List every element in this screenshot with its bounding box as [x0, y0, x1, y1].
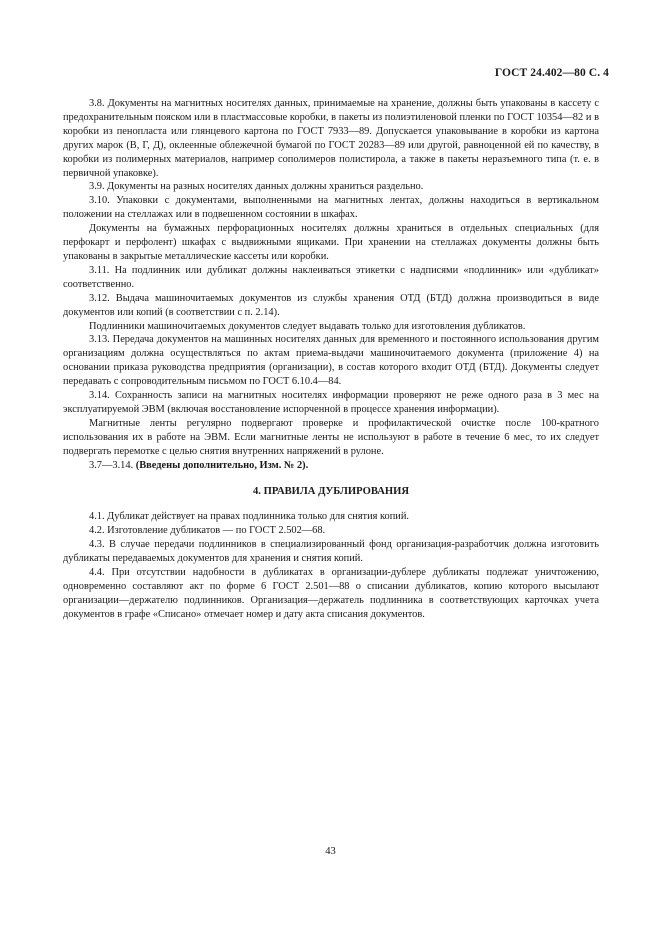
document-header: ГОСТ 24.402—80 С. 4 [494, 67, 609, 79]
document-body [63, 97, 599, 622]
paragraph-3-10: 3.10. Упаковки с документами, выполненными на магнитных лентах, должны находиться в вертикальном положении на стеллажах или в подвешенном состоянии в шкафах. [63, 195, 599, 221]
paragraph-4-3: 4.3. В случае передачи подлинников в специализированный фонд организация-разработчик должна изготовить дубликаты передаваемых документов для хранения и снятия копий. [63, 539, 599, 565]
paragraph-3-11: 3.11. На подлинник или дубликат должны наклеиваться этикетки с надписями «подлинник» или «дубликат» соответственно. [63, 264, 599, 290]
amendment-bold: (Введены дополнительно, Изм. № 2). [135, 459, 309, 471]
section-4-title: 4. ПРАВИЛА ДУБЛИРОВАНИЯ [253, 486, 409, 498]
amendment-note [63, 459, 599, 473]
paragraph-3-9: 3.9. Документы на разных носителях данных должны храниться раздельно. [89, 181, 424, 193]
paragraph-3-14: 3.14. Сохранность записи на магнитных носителях информации проверяют не реже одного раза в 3 мес на эксплуатируемой ЭВМ (включая восстановление испорченной в процессе хранения информации). [63, 390, 599, 415]
paragraph-4-1: 4.1. Дубликат действует на правах подлинника только для снятия копий. [89, 511, 410, 523]
paragraph-3-13: 3.13. Передача документов на машинных носителях данных для временного и постоянного использования другим организациям должна осуществляться по актам приема-выдачи машиночитаемого документа (приложение 4) на основании приказа руководства предприятия (организации), в состав которого входит ОТД (БТД). Документы следует передавать с сопроводительным письмом по ГОСТ 6.10.4—84. [63, 334, 599, 388]
paragraph-4-4: 4.4. При отсутствии надобности в дубликатах в организации-дублере дубликаты подлежат уничтожению, одновременно составляют акт по форме 6 ГОСТ 2.501—88 о списании дубликатов, копию которого высылают организации—держателю подлинников. Организация—держатель подлинника в соответствующих карточках учета документов в графе «Списано» отмечает номер и дату акта списания документов. [63, 567, 599, 620]
paragraph-3-12-cont: Подлинники машиночитаемых документов следует выдавать только для изготовления дубликатов. [89, 320, 526, 332]
paragraph-4-2: 4.2. Изготовление дубликатов — по ГОСТ 2.502—68. [89, 525, 326, 537]
paragraph-3-12: 3.12. Выдача машиночитаемых документов из службы хранения ОТД (БТД) должна производиться в виде документов или копий (в соответствии с п. 2.14). [63, 292, 599, 318]
amendment-prefix: 3.7—3.14. [89, 459, 136, 471]
paragraph-3-8: 3.8. Документы на магнитных носителях данных, принимаемые на хранение, должны быть упакованы в кассету с предохранительным пояском или в пластмассовые коробки, в пакеты из полиэтиленовой пленки по ГОСТ 10354—82 и в коробки из пенопласта или глянцевого картона по ГОСТ 7933—89. Допускается упаковывание в коробки из картона других марок (В, Г, Д), оклеенные облежечной бумагой по ГОСТ 20283—89 или другой, равноценной ей по качеству, в коробки из полимерных материалов, например сополимеров полистирола, а также в пакеты неразъемного типа (т. е. в первичной упаковке). [63, 98, 599, 179]
page-number: 43 [325, 846, 336, 857]
paragraph-3-10-cont: Документы на бумажных перфорационных носителях должны храниться в отдельных специальных (для перфокарт и перфолент) шкафах с выдвижными ящиками. При хранении на стеллажах документы должны быть упакованы в закрытые металлические кассеты или коробки. [63, 223, 599, 262]
paragraph-3-14-cont: Магнитные ленты регулярно подвергают проверке и профилактической очистке после 100-кратного использования их в работе на ЭВМ. Если магнитные ленты не используют в работе в течение 6 мес, то их следует подвергать перемотке с целью снятия внутренних напряжений в рулоне. [63, 417, 599, 457]
